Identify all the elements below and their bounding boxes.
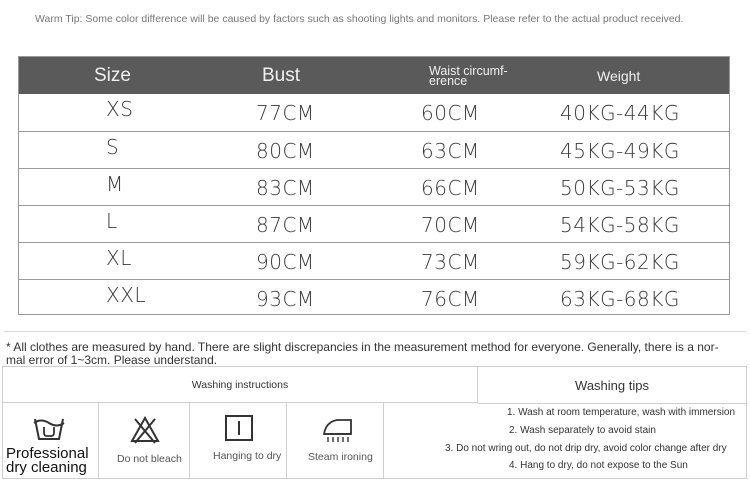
cell-bust: 77CM: [256, 100, 315, 125]
note-line-1: * All clothes are measured by hand. There are slight discrepancies in the measurement method for everyone. Generally, there is a nor-: [6, 340, 719, 354]
care-item-no-bleach: [99, 403, 190, 479]
care-instructions-panel: [2, 366, 747, 479]
care-item-dry-clean: [3, 403, 99, 479]
table-body: [19, 94, 729, 316]
cell-weight: 50KG-53KG: [560, 175, 680, 200]
table-row: [19, 168, 729, 205]
care-label-steam-iron: Steam ironing: [308, 451, 373, 463]
cell-waist: 76CM: [421, 286, 480, 311]
cell-waist: 70CM: [421, 212, 480, 237]
divider: [4, 331, 746, 332]
care-label-hang-dry: Hanging to dry: [213, 450, 282, 462]
table-row: [19, 205, 729, 242]
cell-bust: 80CM: [256, 138, 315, 163]
table-row: [19, 94, 729, 131]
cell-size: S: [106, 134, 120, 159]
care-item-steam-iron: [287, 403, 384, 479]
washing-tip: 3. Do not wring out, do not drip dry, avoid color change after dry: [445, 443, 727, 454]
cell-weight: 54KG-58KG: [560, 212, 680, 237]
dry-clean-icon: [32, 415, 66, 448]
cell-size: XL: [106, 245, 132, 270]
cell-size: L: [106, 208, 118, 233]
cell-waist: 60CM: [421, 100, 480, 125]
table-header: [19, 57, 729, 94]
cell-size: XS: [106, 96, 134, 121]
hang-dry-icon: [224, 414, 254, 447]
washing-tip: 1. Wash at room temperature, wash with immersion: [507, 407, 736, 418]
header-bust: Bust: [262, 64, 301, 86]
header-waist-line1: Waist circumf-: [429, 63, 508, 78]
note-line-2: mal error of 1~3cm. Please understand.: [6, 353, 218, 367]
cell-weight: 63KG-68KG: [560, 286, 680, 311]
cell-size: XXL: [106, 282, 147, 307]
cell-bust: 87CM: [256, 212, 315, 237]
washing-tip: 4. Hang to dry, do not expose to the Sun: [509, 460, 688, 471]
size-chart-table: [18, 56, 730, 315]
washing-tips-heading: Washing tips: [478, 367, 746, 404]
care-item-empty: [384, 403, 478, 479]
washing-tip: 2. Wash separately to avoid stain: [509, 425, 656, 436]
warm-tip: Warm Tip: Some color difference will be caused by factors such as shooting lights and monitors. Please refer to the actual product received.: [35, 13, 684, 25]
cell-bust: 93CM: [256, 286, 315, 311]
table-row: [19, 131, 729, 168]
cell-bust: 83CM: [256, 175, 315, 200]
table-row: [19, 279, 729, 316]
table-row: [19, 242, 729, 279]
cell-weight: 40KG-44KG: [560, 100, 680, 125]
washing-instructions-heading: Washing instructions: [3, 367, 478, 403]
steam-iron-icon: [321, 414, 355, 449]
header-weight: Weight: [597, 67, 641, 84]
no-bleach-icon: [130, 416, 160, 449]
cell-weight: 45KG-49KG: [560, 138, 680, 163]
cell-size: M: [106, 171, 124, 196]
measurement-note: [6, 341, 741, 367]
header-size: Size: [94, 64, 131, 86]
header-waist: [429, 57, 524, 94]
cell-waist: 66CM: [421, 175, 480, 200]
care-label-no-bleach: Do not bleach: [117, 453, 182, 465]
cell-weight: 59KG-62KG: [560, 249, 680, 274]
header-waist-line2: erence: [429, 73, 468, 88]
care-label-dry-clean: Professional dry cleaning: [6, 445, 89, 476]
care-item-hang-dry: [190, 403, 287, 479]
cell-waist: 63CM: [421, 138, 480, 163]
cell-waist: 73CM: [421, 249, 480, 274]
cell-bust: 90CM: [256, 249, 315, 274]
